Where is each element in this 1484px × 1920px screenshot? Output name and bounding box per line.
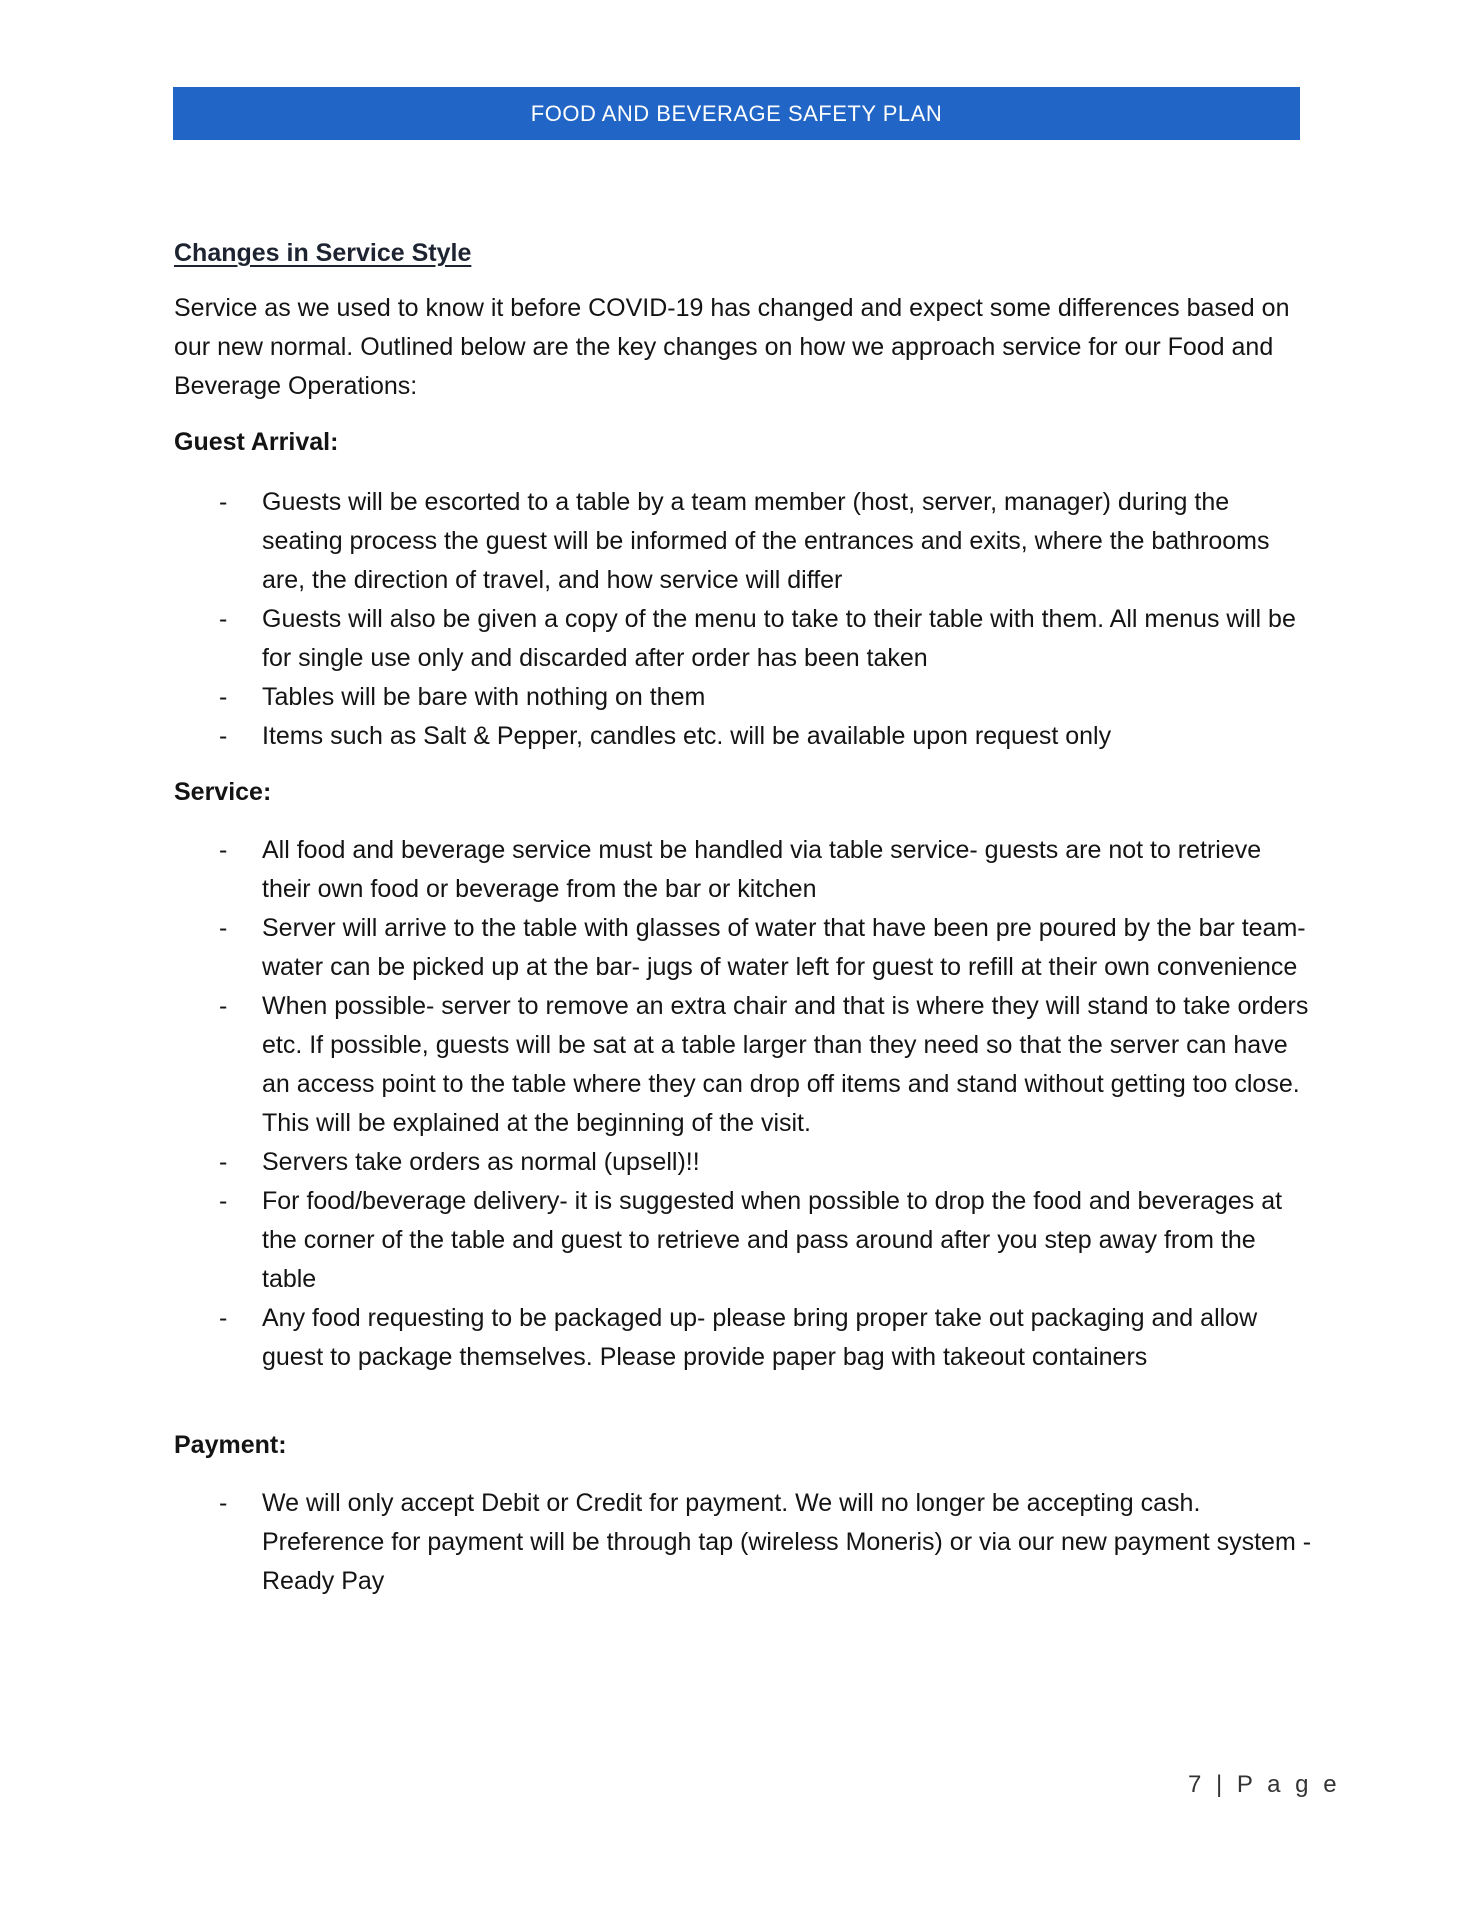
bullet-dash: - xyxy=(219,722,228,750)
list-item: - For food/beverage delivery- it is suggested when possible to drop the food and beverages at the corner of the table and guest to retrieve and pass around after you step away from the table xyxy=(216,1182,1316,1299)
bullet-dash: - xyxy=(219,1489,228,1517)
list-item: - Server will arrive to the table with glasses of water that have been pre poured by the bar team- water can be picked up at the bar- jugs of water left for guest to refill at their own convenience xyxy=(216,909,1316,987)
page-number: 7 | P a g e xyxy=(1188,1771,1341,1798)
section-title: Changes in Service Style xyxy=(174,239,472,267)
list-item: - Guests will be escorted to a table by a team member (host, server, manager) during the seating process the guest will be informed of the entrances and exits, where the bathrooms are, the direction of travel, and how service will differ xyxy=(216,483,1316,600)
list-item: - When possible- server to remove an extra chair and that is where they will stand to take orders etc. If possible, guests will be sat at a table larger than they need so that the server can have an access point to the table where they can drop off items and stand without getting too close. This will be explained at the beginning of the visit. xyxy=(216,987,1316,1143)
bullet-dash: - xyxy=(219,992,228,1020)
list-item: - Guests will also be given a copy of the menu to take to their table with them. All menus will be for single use only and discarded after order has been taken xyxy=(216,600,1316,678)
list-item: - We will only accept Debit or Credit for payment. We will no longer be accepting cash. Preference for payment will be through tap (wireless Moneris) or via our new payment system - Ready Pay xyxy=(216,1484,1316,1601)
bullet-dash: - xyxy=(219,1187,228,1215)
heading-service: Service: xyxy=(174,778,272,806)
bullet-dash: - xyxy=(219,1148,228,1176)
intro-paragraph: Service as we used to know it before COVID-19 has changed and expect some differences based on our new normal. Outlined below are the key changes on how we approach service for our Food and Beverage Operations: xyxy=(174,294,1290,400)
heading-payment: Payment: xyxy=(174,1431,287,1459)
list-service xyxy=(216,831,1316,1377)
bullet-dash: - xyxy=(219,1304,228,1332)
list-item: - Servers take orders as normal (upsell)!! xyxy=(216,1143,1316,1182)
header-bar xyxy=(173,87,1300,140)
list-item: - All food and beverage service must be handled via table service- guests are not to retrieve their own food or beverage from the bar or kitchen xyxy=(216,831,1316,909)
list-guest-arrival xyxy=(216,483,1316,756)
heading-guest-arrival: Guest Arrival: xyxy=(174,428,339,456)
bullet-dash: - xyxy=(219,488,228,516)
bullet-dash: - xyxy=(219,836,228,864)
bullet-dash: - xyxy=(219,914,228,942)
list-item: - Tables will be bare with nothing on them xyxy=(216,678,1316,717)
bullet-dash: - xyxy=(219,683,228,711)
header-title: FOOD AND BEVERAGE SAFETY PLAN xyxy=(530,100,943,126)
list-item: - Any food requesting to be packaged up- please bring proper take out packaging and allow guest to package themselves. Please provide paper bag with takeout containers xyxy=(216,1299,1316,1377)
bullet-dash: - xyxy=(219,605,228,633)
list-item: - Items such as Salt & Pepper, candles etc. will be available upon request only xyxy=(216,717,1316,756)
list-payment xyxy=(216,1484,1316,1601)
